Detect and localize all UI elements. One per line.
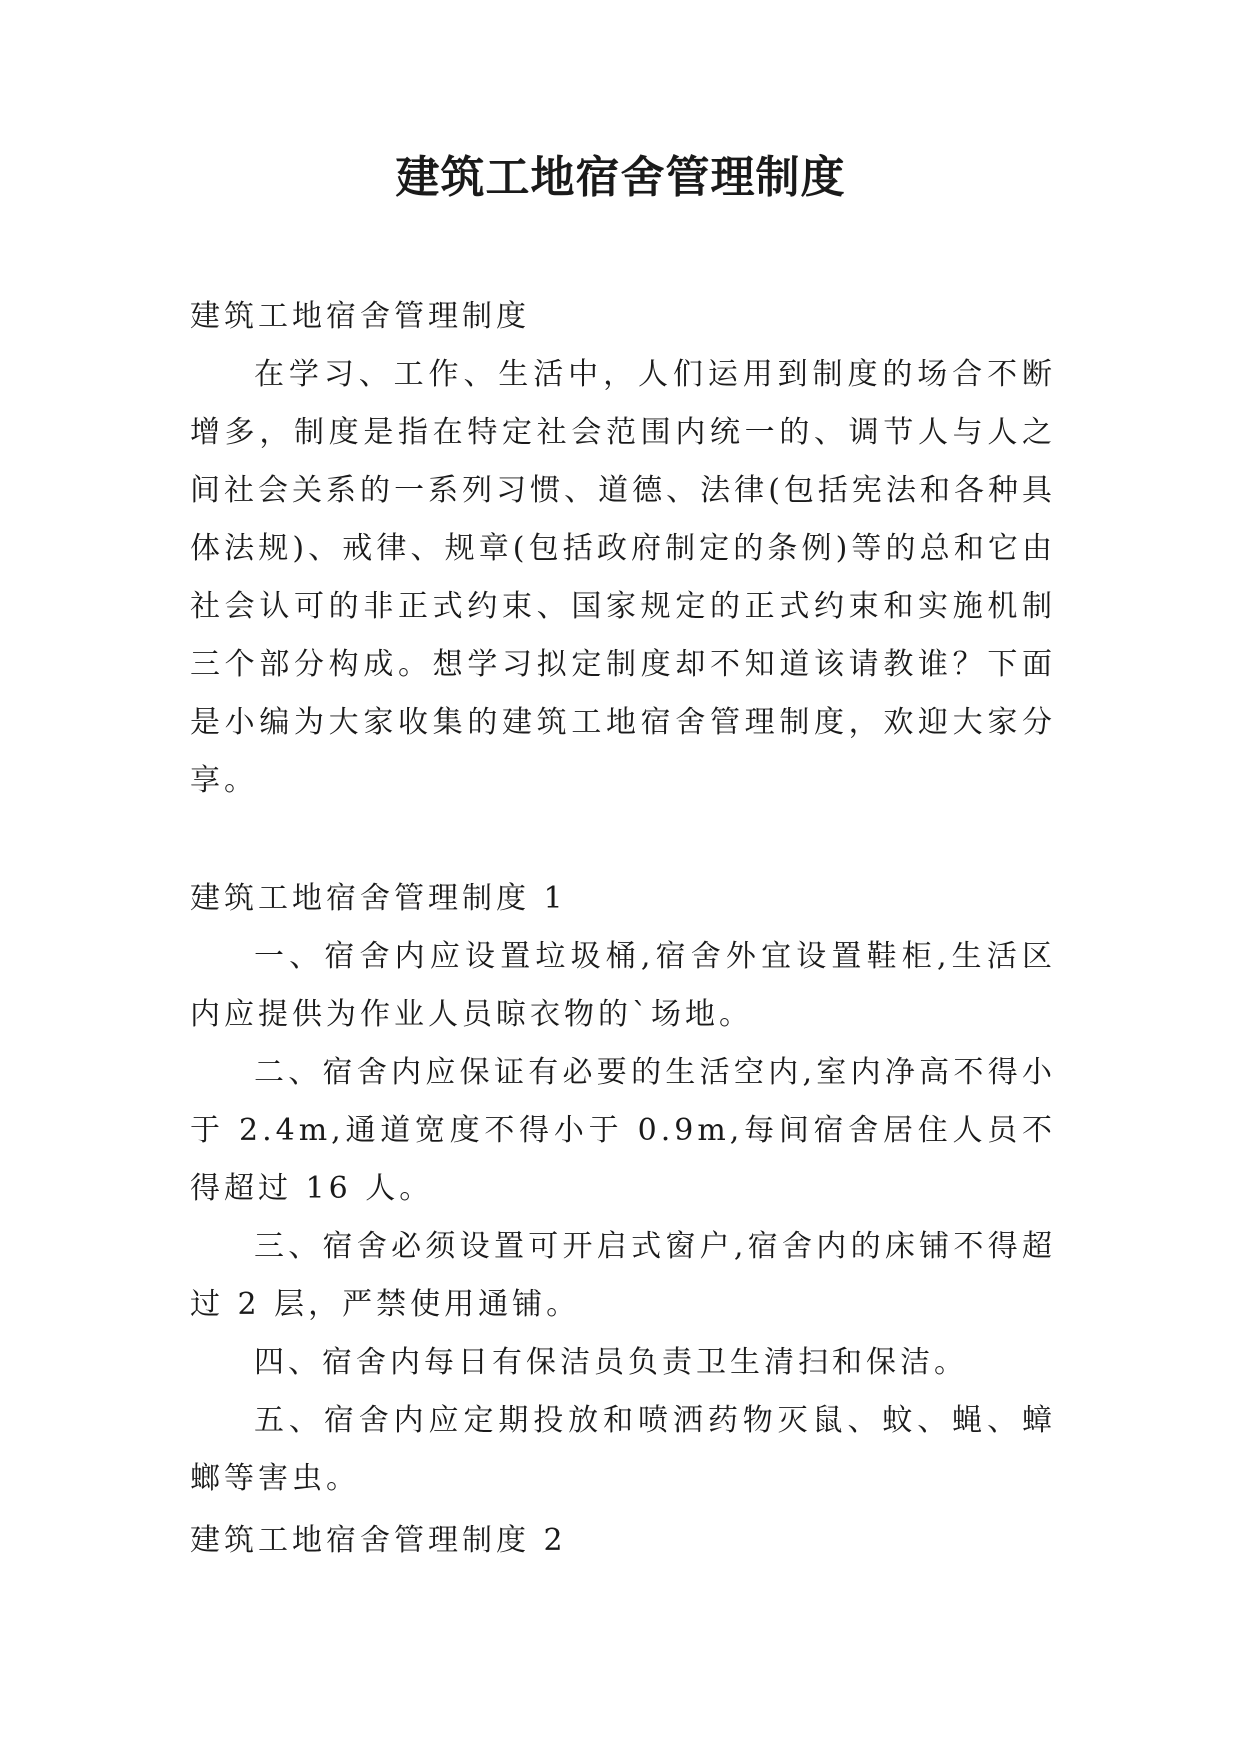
section-1-item: 二、宿舍内应保证有必要的生活空内,室内净高不得小于 2.4m,通道宽度不得小于 0.9m,每间宿舍居住人员不得超过 16 人。 — [190, 1055, 1056, 1206]
intro-paragraph: 在学习、工作、生活中，人们运用到制度的场合不断增多，制度是指在特定社会范围内统一的、调节人与人之间社会关系的一系列习惯、道德、法律(包括宪法和各种具体法规)、戒律、规章(包括政府制定的条例)等的总和它由社会认可的非正式约束、国家规定的正式约束和实施机制三个部分构成。想学习拟定制度却不知道该请教谁？下面是小编为大家收集的建筑工地宿舍管理制度，欢迎大家分享。 — [190, 357, 1056, 798]
section-1 — [190, 870, 1056, 1508]
section-1-item: 一、宿舍内应设置垃圾桶,宿舍外宜设置鞋柜,生活区内应提供为作业人员晾衣物的`场地。 — [190, 939, 1056, 1032]
section-1-item: 四、宿舍内每日有保洁员负责卫生清扫和保洁。 — [254, 1345, 968, 1380]
intro-heading: 建筑工地宿舍管理制度 — [190, 299, 530, 334]
section-2 — [190, 1512, 1056, 1570]
section-1-item: 五、宿舍内应定期投放和喷洒药物灭鼠、蚊、蝇、蟑螂等害虫。 — [190, 1403, 1056, 1496]
section-1-heading: 建筑工地宿舍管理制度 1 — [190, 881, 567, 916]
section-2-heading: 建筑工地宿舍管理制度 2 — [190, 1523, 567, 1558]
document-title: 建筑工地宿舍管理制度 — [395, 152, 846, 203]
section-1-item: 三、宿舍必须设置可开启式窗户,宿舍内的床铺不得超过 2 层，严禁使用通铺。 — [190, 1229, 1056, 1322]
intro-section — [190, 288, 1056, 810]
